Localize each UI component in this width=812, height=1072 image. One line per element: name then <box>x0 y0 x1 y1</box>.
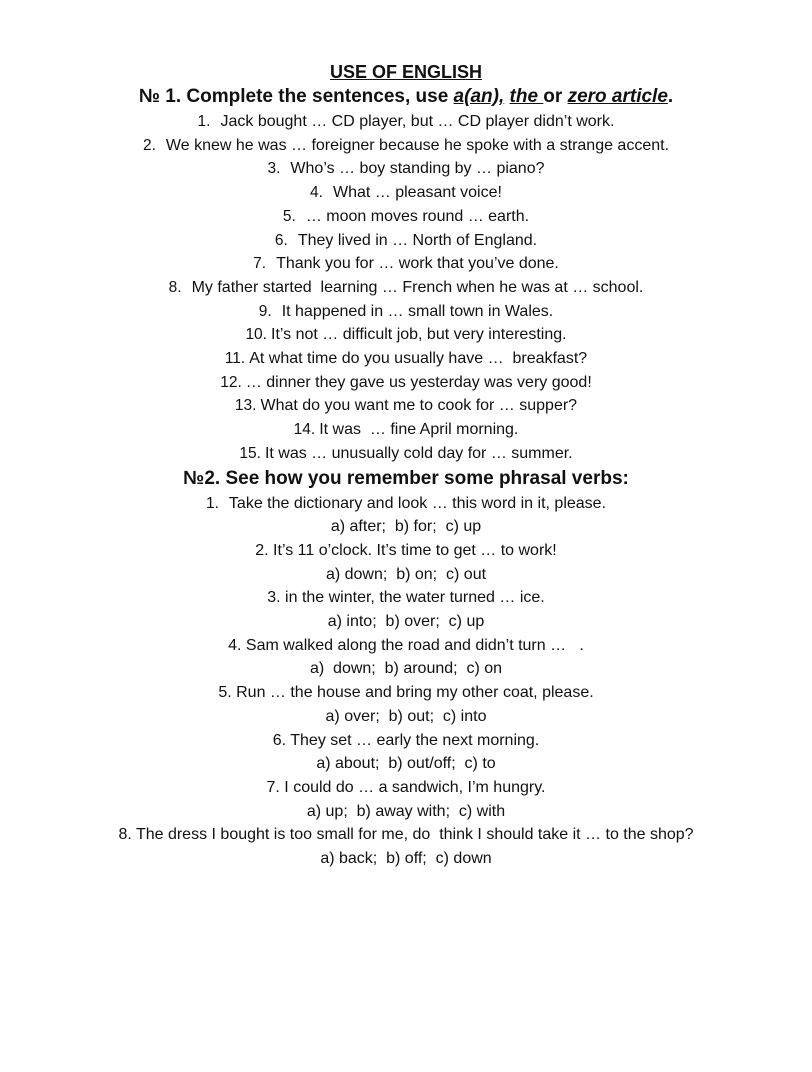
section2-item-1 <box>0 492 812 516</box>
item-number: 7. <box>253 255 267 273</box>
section1-item-3 <box>0 157 812 181</box>
item-number: 6. <box>274 231 288 249</box>
worksheet-page <box>0 60 812 871</box>
item-text: Thank you for … work that you’ve done. <box>276 255 559 273</box>
section1-heading <box>0 84 812 110</box>
section1-heading-zero: zero article <box>567 86 668 107</box>
section1-heading-end: . <box>667 86 674 107</box>
item-text: Take the dictionary and look … this word in it, please. <box>228 494 607 512</box>
item-number: 3. <box>267 160 281 178</box>
document-title: USE OF ENGLISH <box>329 62 482 82</box>
section1-heading-the: the <box>509 86 544 107</box>
item-text: What … pleasant voice! <box>332 184 502 202</box>
item-number: 15. <box>239 444 261 462</box>
item-number: 12. <box>220 373 242 391</box>
section1-item-10 <box>0 323 812 347</box>
item-text: … dinner they gave us yesterday was very good! <box>245 373 592 391</box>
section2-item-7: 7. I could do … a sandwich, I’m hungry. <box>266 778 546 796</box>
section2-item-5-options: a) over; b) out; c) into <box>325 707 487 725</box>
section2-item-3-options: a) into; b) over; c) up <box>327 613 485 631</box>
section1-item-1 <box>0 110 812 134</box>
item-text: What do you want me to cook for … supper? <box>260 397 578 415</box>
section1-item-11 <box>0 347 812 371</box>
item-number: 8. <box>168 278 182 296</box>
item-number: 4. <box>310 184 323 202</box>
section2-item-2-options: a) down; b) on; c) out <box>325 565 487 583</box>
section1-heading-prefix: № 1. Complete the sentences, use <box>138 86 454 107</box>
section1-item-12 <box>0 371 812 395</box>
section2-item-6-options: a) about; b) out/off; c) to <box>316 755 496 773</box>
section1-item-2 <box>0 134 812 158</box>
section2-item-2: 2. It’s 11 o’clock. It’s time to get … to work! <box>255 541 557 559</box>
item-text: It’s not … difficult job, but very interesting. <box>271 326 567 344</box>
section1-list <box>0 110 812 466</box>
section1-item-13 <box>0 394 812 418</box>
section2-list <box>0 492 812 871</box>
section2-item-8: 8. The dress I bought is too small for me, do think I should take it … to the shop? <box>118 826 694 844</box>
item-text: They lived in … North of England. <box>297 231 538 249</box>
section2-heading: №2. See how you remember some phrasal verbs: <box>183 467 629 489</box>
item-number: 2. <box>142 136 156 154</box>
section2-item-8-options: a) back; b) off; c) down <box>320 850 492 868</box>
item-number: 11. <box>224 350 246 368</box>
item-number: 9. <box>258 302 272 320</box>
item-number: 1. <box>197 113 211 130</box>
item-text: It was … fine April morning. <box>319 421 519 439</box>
section1-item-9 <box>0 300 812 324</box>
section2-item-4-options: a) down; b) around; c) on <box>309 660 503 678</box>
section1-item-5 <box>0 205 812 229</box>
item-text: It happened in … small town in Wales. <box>281 302 554 320</box>
section1-heading-a-an: a(an), <box>453 86 505 107</box>
item-text: Who’s … boy standing by … piano? <box>290 160 545 178</box>
item-text: It was … unusually cold day for … summer. <box>264 444 573 462</box>
item-number: 5. <box>282 207 296 225</box>
item-number: 1. <box>205 494 219 512</box>
item-number: 10. <box>245 326 267 344</box>
section1-item-8 <box>0 276 812 300</box>
item-number: 13. <box>234 397 257 415</box>
item-text: Jack bought … CD player, but … CD player didn’t work. <box>220 113 615 130</box>
section2-item-1-options: a) after; b) for; c) up <box>330 518 482 536</box>
section2-item-3: 3. in the winter, the water turned … ice. <box>267 589 545 607</box>
section1-item-7 <box>0 252 812 276</box>
section1-item-6 <box>0 229 812 253</box>
section2-item-5: 5. Run … the house and bring my other coat, please. <box>218 684 594 702</box>
section2-item-6: 6. They set … early the next morning. <box>272 731 540 749</box>
item-text: We knew he was … foreigner because he spoke with a strange accent. <box>165 136 670 154</box>
item-text: My father started learning … French when he was at … school. <box>191 278 644 296</box>
section2-item-4: 4. Sam walked along the road and didn’t turn … . <box>228 636 584 654</box>
section1-item-4 <box>0 181 812 205</box>
section1-item-14 <box>0 418 812 442</box>
item-text: At what time do you usually have … breakfast? <box>249 350 588 368</box>
item-text: … moon moves round … earth. <box>305 207 530 225</box>
item-number: 14. <box>293 421 316 439</box>
section2-item-7-options: a) up; b) away with; c) with <box>306 802 506 820</box>
section1-item-15 <box>0 442 812 466</box>
section1-heading-or: or <box>543 86 568 107</box>
